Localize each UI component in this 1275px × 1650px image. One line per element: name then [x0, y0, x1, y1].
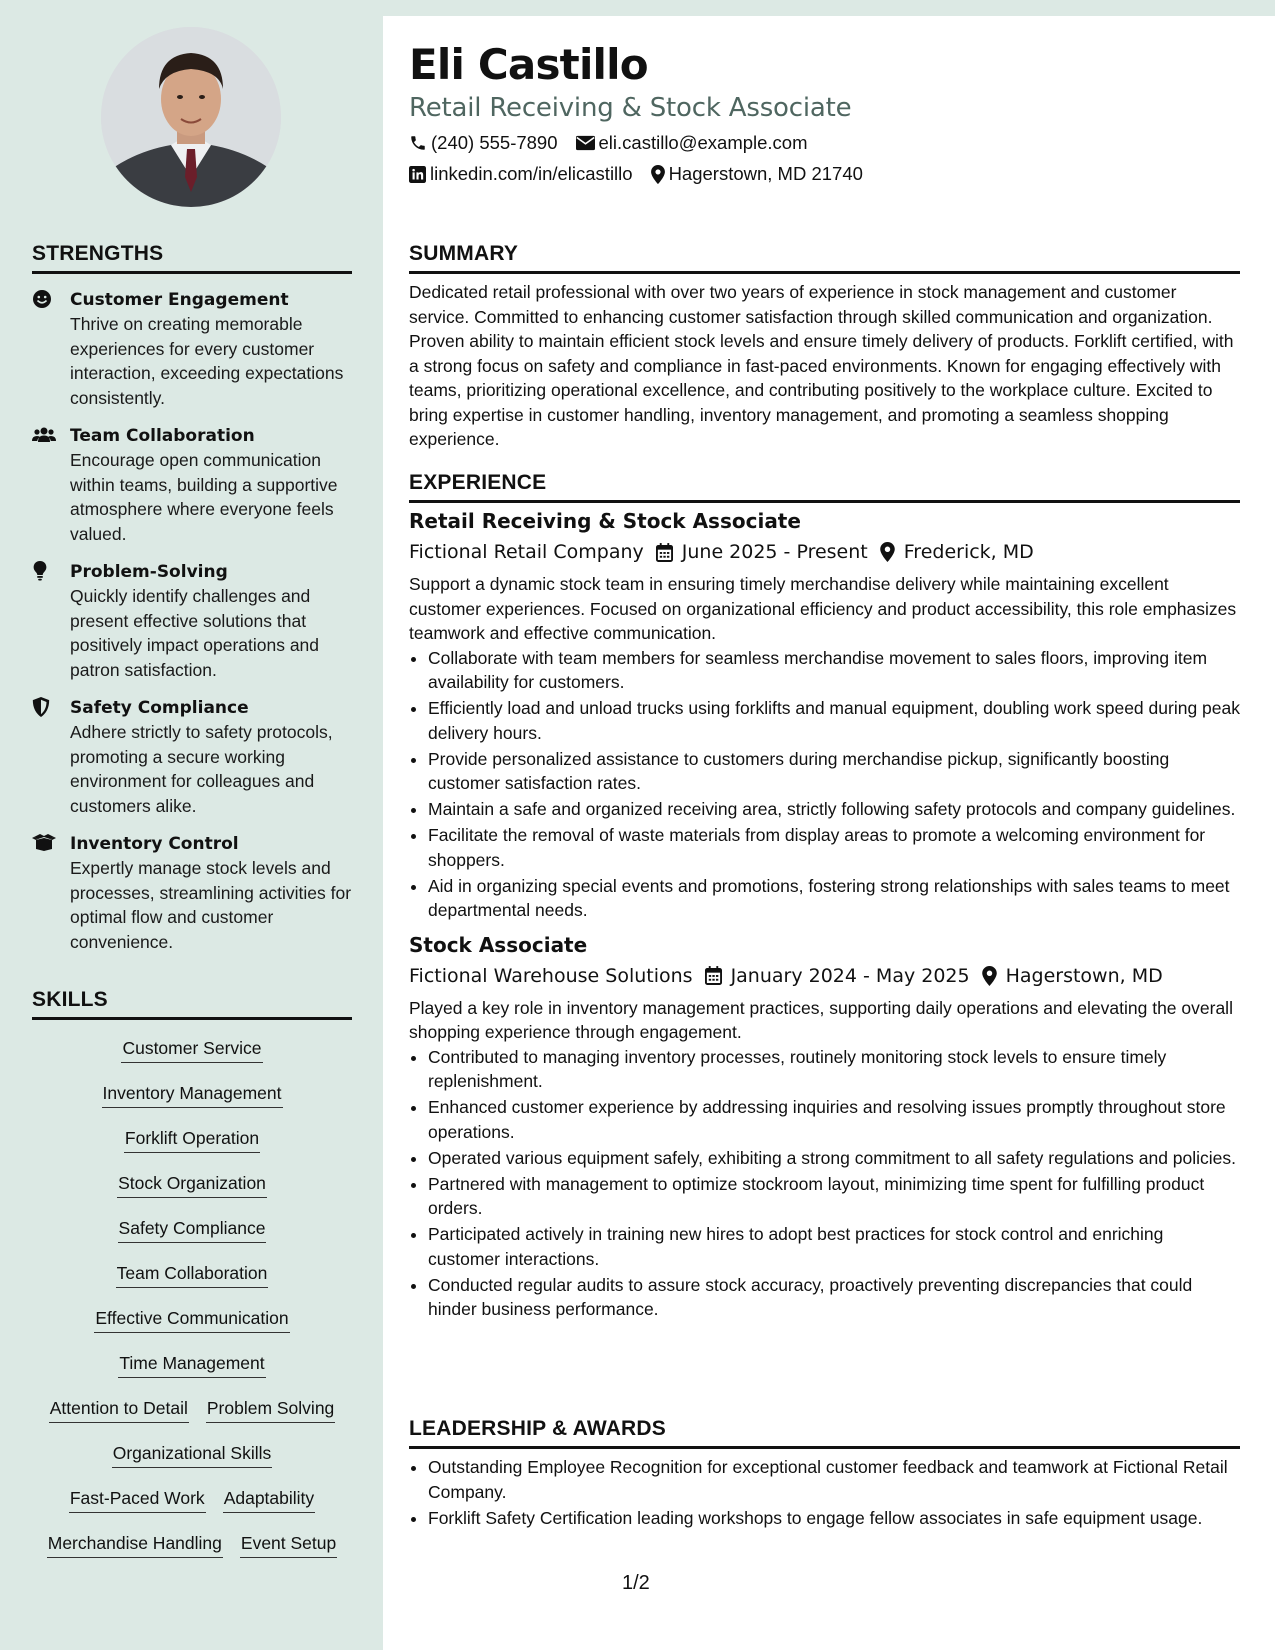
strength-item [32, 560, 352, 682]
skill-row [32, 1075, 352, 1120]
bullet-item: • Contributed to managing inventory processes, routinely monitoring stock levels to ensure timely replenishment. [428, 1045, 1240, 1094]
job-description: Support a dynamic stock team in ensuring timely merchandise delivery while maintaining excellent customer experiences. Focused on organizational efficiency and product accessibility, this role emphasizes teamwork and effective communication. [409, 574, 1237, 643]
skill-tag: Customer Service [121, 1037, 262, 1063]
candidate-title: Retail Receiving & Stock Associate [409, 93, 852, 123]
strength-desc: Encourage open communication within teams, building a supportive atmosphere where everyone feels valued. [70, 450, 338, 544]
strength-desc: Thrive on creating memorable experiences for every customer interaction, exceeding expectations consistently. [70, 314, 344, 408]
lightbulb-icon [32, 561, 54, 583]
contact-row-2 [409, 163, 881, 185]
strength-title: Problem-Solving [70, 562, 228, 582]
top-band [0, 0, 1275, 16]
map-pin-icon [651, 165, 665, 184]
skills-heading: SKILLS [32, 988, 352, 1020]
bullet-item: • Maintain a safe and organized receiving area, strictly following safety protocols and company guidelines. [428, 797, 1240, 822]
skill-row [32, 1435, 352, 1480]
skill-row [32, 1030, 352, 1075]
skill-tag: Time Management [118, 1352, 265, 1378]
skill-row [32, 1525, 352, 1570]
summary-section [409, 242, 1240, 452]
linkedin-text: linkedin.com/in/elicastillo [430, 163, 633, 184]
users-icon [32, 425, 54, 447]
skill-row [32, 1390, 352, 1435]
linkedin-contact[interactable] [409, 163, 633, 185]
skill-tag: Adaptability [223, 1487, 315, 1513]
strength-desc: Expertly manage stock levels and processes, streamlining activities for optimal flow and customer convenience. [70, 858, 352, 952]
contact-row-1 [409, 132, 826, 154]
strength-title: Inventory Control [70, 834, 239, 854]
skill-tag: Fast-Paced Work [69, 1487, 206, 1513]
envelope-icon [576, 135, 595, 151]
strengths-heading: STRENGTHS [32, 242, 352, 274]
boxes-icon [32, 833, 54, 855]
experience-heading: EXPERIENCE [409, 471, 1240, 503]
bullet-item: • Forklift Safety Certification leading workshops to engage fellow associates in safe equipment usage. [428, 1506, 1240, 1531]
bullet-item: • Enhanced customer experience by addressing inquiries and resolving issues promptly throughout store operations. [428, 1095, 1240, 1144]
bullet-item: • Conducted regular audits to assure stock accuracy, proactively preventing discrepancies that could hinder business performance. [428, 1273, 1240, 1322]
skill-row [32, 1480, 352, 1525]
calendar-icon [656, 543, 673, 562]
bullet-item: • Aid in organizing special events and promotions, fostering strong relationships with sales teams to meet departmental needs. [428, 874, 1240, 923]
bullet-item: • Provide personalized assistance to customers during merchandise pickup, significantly boosting customer satisfaction rates. [428, 747, 1240, 796]
job-location: Hagerstown, MD [1005, 964, 1163, 987]
strength-title: Customer Engagement [70, 290, 289, 310]
job-entry [409, 931, 1240, 1322]
linkedin-icon [409, 166, 426, 183]
strength-item [32, 424, 352, 546]
page-number: 1/2 [622, 1572, 650, 1594]
strength-item [32, 832, 352, 954]
strength-item [32, 288, 352, 410]
job-description: Played a key role in inventory management practices, supporting daily operations and elevating the overall shopping experience through engagement. [409, 997, 1233, 1042]
strengths-section [32, 242, 352, 954]
phone-icon [409, 134, 427, 152]
candidate-name: Eli Castillo [409, 40, 648, 89]
bullet-item: • Efficiently load and unload trucks using forklifts and manual equipment, doubling work speed during peak delivery hours. [428, 696, 1240, 745]
job-title: Stock Associate [409, 932, 588, 957]
experience-section [409, 471, 1240, 1323]
phone-contact [409, 132, 558, 154]
skill-tag: Organizational Skills [112, 1442, 273, 1468]
skill-tag: Merchandise Handling [47, 1532, 223, 1558]
bullet-item: • Collaborate with team members for seamless merchandise movement to sales floors, improving item availability for customers. [428, 646, 1240, 695]
job-location: Frederick, MD [903, 541, 1034, 563]
job-meta [409, 961, 1240, 991]
calendar-icon [705, 966, 722, 985]
skill-row [32, 1255, 352, 1300]
shield-icon [32, 697, 54, 719]
bullet-item: • Operated various equipment safely, exhibiting a strong commitment to all safety regulations and policies. [428, 1146, 1240, 1171]
summary-text: Dedicated retail professional with over two years of experience in stock management and customer service. Committed to enhancing customer satisfaction through skilled communication and organization. Proven ability to maintain efficient stock levels and ensure timely delivery of products. Forklift certified, with a strong focus on safety and compliance in fast-paced environments. Known for engaging effectively with teams, prioritizing operational excellence, and contributing positively to the workplace culture. Excited to bring expertise in customer handling, inventory management, and promoting a seamless shopping experience. [409, 282, 1234, 449]
job-company: Fictional Retail Company [409, 541, 644, 563]
job-meta [409, 537, 1240, 567]
skill-tag: Safety Compliance [118, 1217, 267, 1243]
leadership-bullets [409, 1455, 1240, 1530]
skill-tag: Effective Communication [94, 1307, 289, 1333]
strength-item [32, 696, 352, 818]
strength-desc: Quickly identify challenges and present effective solutions that positively impact operations and patron satisfaction. [70, 586, 320, 680]
skill-row [32, 1165, 352, 1210]
job-dates: January 2024 - May 2025 [730, 964, 970, 987]
job-title: Retail Receiving & Stock Associate [409, 509, 801, 533]
skill-tag: Event Setup [240, 1532, 337, 1558]
skill-row [32, 1300, 352, 1345]
bullet-item: • Partnered with management to optimize stockroom layout, minimizing time spent for fulfilling product orders. [428, 1172, 1240, 1221]
smile-icon [32, 289, 54, 311]
profile-photo [101, 27, 281, 207]
skill-tag: Team Collaboration [116, 1262, 269, 1288]
phone-text: (240) 555-7890 [431, 132, 558, 153]
skills-list [32, 1030, 352, 1570]
skill-tag: Problem Solving [206, 1397, 335, 1423]
email-text: eli.castillo@example.com [598, 132, 808, 153]
job-bullets [409, 646, 1240, 923]
skill-row [32, 1120, 352, 1165]
skill-row [32, 1345, 352, 1390]
email-contact[interactable] [576, 132, 808, 154]
strength-title: Safety Compliance [70, 698, 249, 718]
map-pin-icon [982, 966, 997, 986]
bullet-item: • Facilitate the removal of waste materials from display areas to promote a welcoming environment for shoppers. [428, 823, 1240, 872]
skill-tag: Attention to Detail [49, 1397, 189, 1423]
strength-title: Team Collaboration [70, 426, 255, 446]
skill-tag: Stock Organization [117, 1172, 267, 1198]
job-bullets [409, 1045, 1240, 1322]
skill-tag: Forklift Operation [124, 1127, 260, 1153]
leadership-heading: LEADERSHIP & AWARDS [409, 1417, 1240, 1449]
leadership-section [409, 1417, 1240, 1532]
job-entry [409, 507, 1240, 923]
bullet-item: • Outstanding Employee Recognition for exceptional customer feedback and teamwork at Fictional Retail Company. [428, 1455, 1240, 1504]
job-company: Fictional Warehouse Solutions [409, 964, 693, 987]
skill-row [32, 1210, 352, 1255]
summary-heading: SUMMARY [409, 242, 1240, 274]
skill-tag: Inventory Management [102, 1082, 283, 1108]
location-text: Hagerstown, MD 21740 [668, 163, 863, 184]
map-pin-icon [880, 542, 895, 562]
bullet-item: • Participated actively in training new hires to adopt best practices for stock control and enriching customer interactions. [428, 1222, 1240, 1271]
skills-section [32, 988, 352, 1570]
strength-desc: Adhere strictly to safety protocols, promoting a secure working environment for colleagues and customers alike. [70, 722, 333, 816]
job-dates: June 2025 - Present [681, 541, 868, 563]
location-contact [651, 163, 863, 185]
